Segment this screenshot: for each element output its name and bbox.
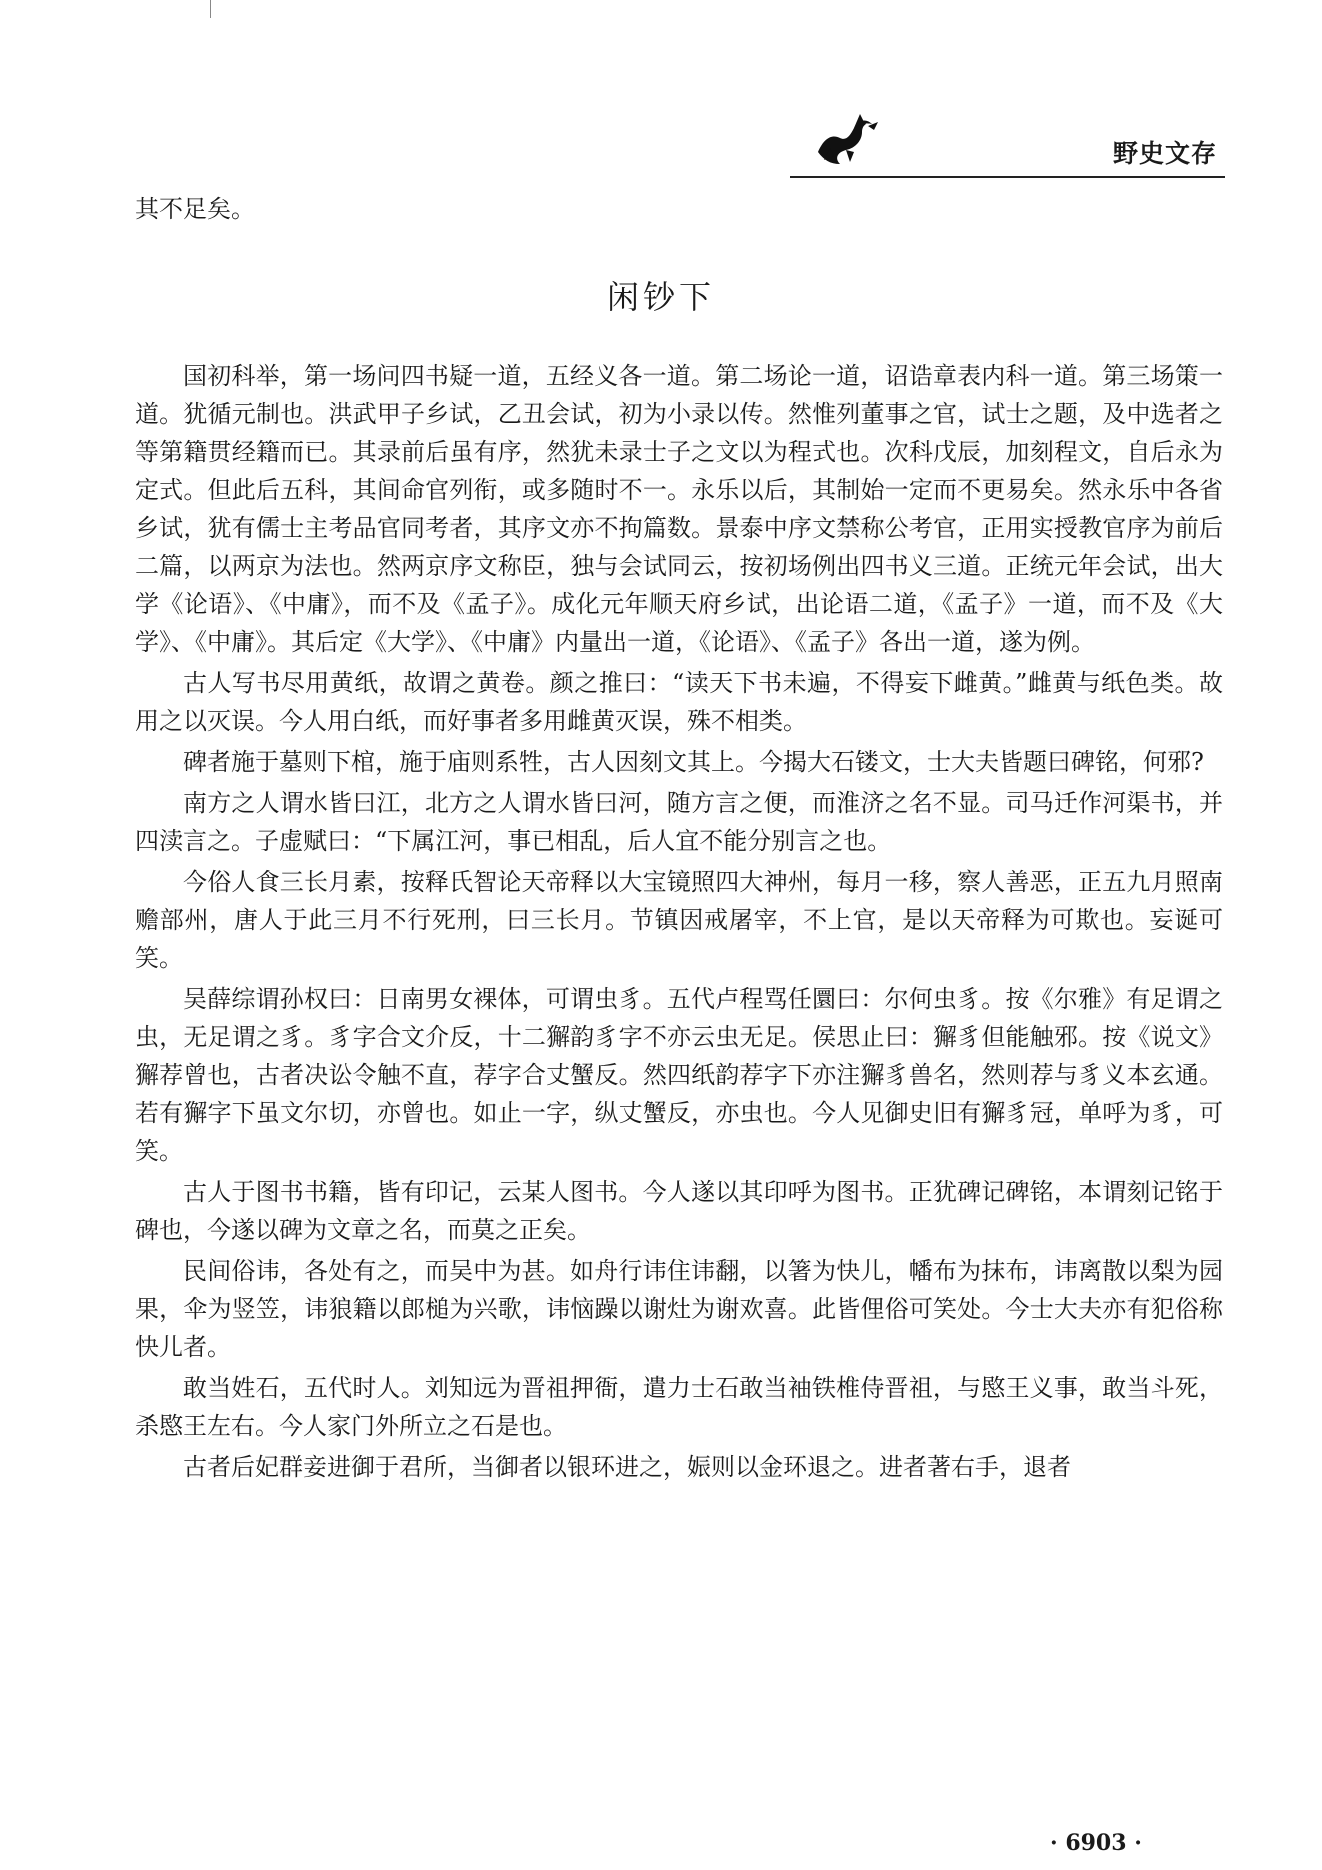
running-header — [790, 108, 1225, 178]
paragraph: 古人于图书书籍，皆有印记，云某人图书。今人遂以其印呼为图书。正犹碑记碑铭，本谓刻记铭于碑也，今遂以碑为文章之名，而莫之正矣。 — [135, 1178, 1223, 1244]
paragraph: 民间俗讳，各处有之，而吴中为甚。如舟行讳住讳翻，以箸为快儿，幡布为抹布，讳离散以梨为园果，伞为竖笠，讳狼籍以郎槌为兴歌，讳恼躁以谢灶为谢欢喜。此皆俚俗可笑处。今士大夫亦有犯俗称快儿者。 — [135, 1257, 1223, 1361]
paragraph: 古人写书尽用黄纸，故谓之黄卷。颜之推曰：“读天下书未遍，不得妄下雌黄。”雌黄与纸色类。故用之以灭误。今人用白纸，而好事者多用雌黄灭误，殊不相类。 — [135, 669, 1223, 735]
paragraph: 今俗人食三长月素，按释氏智论天帝释以大宝镜照四大神州，每月一移，察人善恶，正五九月照南赡部州，唐人于此三月不行死刑，曰三长月。节镇因戒屠宰，不上官，是以天帝释为可欺也。妄诞可笑。 — [135, 868, 1223, 972]
body-text — [135, 357, 1223, 1489]
paragraph: 敢当姓石，五代时人。刘知远为晋祖押衙，遣力士石敢当袖铁椎侍晋祖，与愍王义事，敢当斗死，杀愍王左右。今人家门外所立之石是也。 — [135, 1374, 1223, 1440]
paragraph: 国初科举，第一场问四书疑一道，五经义各一道。第二场论一道，诏诰章表内科一道。第三场策一道。犹循元制也。洪武甲子乡试，乙丑会试，初为小录以传。然惟列董事之官，试士之题，及中选者之等第籍贯经籍而已。其录前后虽有序，然犹未录士子之文以为程式也。次科戊辰，加刻程文，自后永为定式。但此后五科，其间命官列衔，或多随时不一。永乐以后，其制始一定而不更易矣。然永乐中各省乡试，犹有儒士主考品官同考者，其序文亦不拘篇数。景泰中序文禁称公考官，正用实授教官序为前后二篇，以两京为法也。然两京序文称臣，独与会试同云，按初场例出四书义三道。正统元年会试，出大学《论语》、《中庸》，而不及《孟子》。成化元年顺天府乡试，出论语二道，《孟子》一道，而不及《大学》、《中庸》。其后定《大学》、《中庸》内量出一道，《论语》、《孟子》各出一道，遂为例。 — [135, 362, 1223, 656]
paragraph: 南方之人谓水皆曰江，北方之人谓水皆曰河，随方言之便，而淮济之名不显。司马迁作河渠书，并四渎言之。子虚赋曰：“下属江河，事已相乱，后人宜不能分别言之也。 — [135, 789, 1223, 855]
scan-tick-mark — [210, 0, 211, 18]
paragraph: 碑者施于墓则下棺，施于庙则系牲，古人因刻文其上。今揭大石镂文，士大夫皆题曰碑铭，何邪? — [183, 748, 1204, 776]
section-title: 闲钞下 — [606, 278, 715, 316]
header-brand-title: 野史文存 — [1112, 139, 1217, 168]
header-rule — [790, 176, 1225, 178]
page-number: · 6903 · — [1050, 1830, 1142, 1856]
dragon-emblem-icon — [810, 108, 880, 168]
continued-line: 其不足矣。 — [135, 195, 255, 223]
paragraph: 古者后妃群妾进御于君所，当御者以银环进之，娠则以金环退之。进者著右手，退者 — [183, 1453, 1071, 1481]
paragraph: 吴薛综谓孙权曰：日南男女裸体，可谓虫豸。五代卢程骂任圜曰：尔何虫豸。按《尔雅》有足谓之虫，无足谓之豸。豸字合文介反，十二獬韵豸字不亦云虫无足。侯思止曰：獬豸但能触邪。按《说文》獬荐曾也，古者决讼令触不直，荐字合丈蟹反。然四纸韵荐字下亦注獬豸兽名，然则荐与豸义本玄通。若有獬字下虽文尔切，亦曾也。如止一字，纵丈蟹反，亦虫也。今人见御史旧有獬豸冠，单呼为豸，可笑。 — [135, 985, 1223, 1165]
